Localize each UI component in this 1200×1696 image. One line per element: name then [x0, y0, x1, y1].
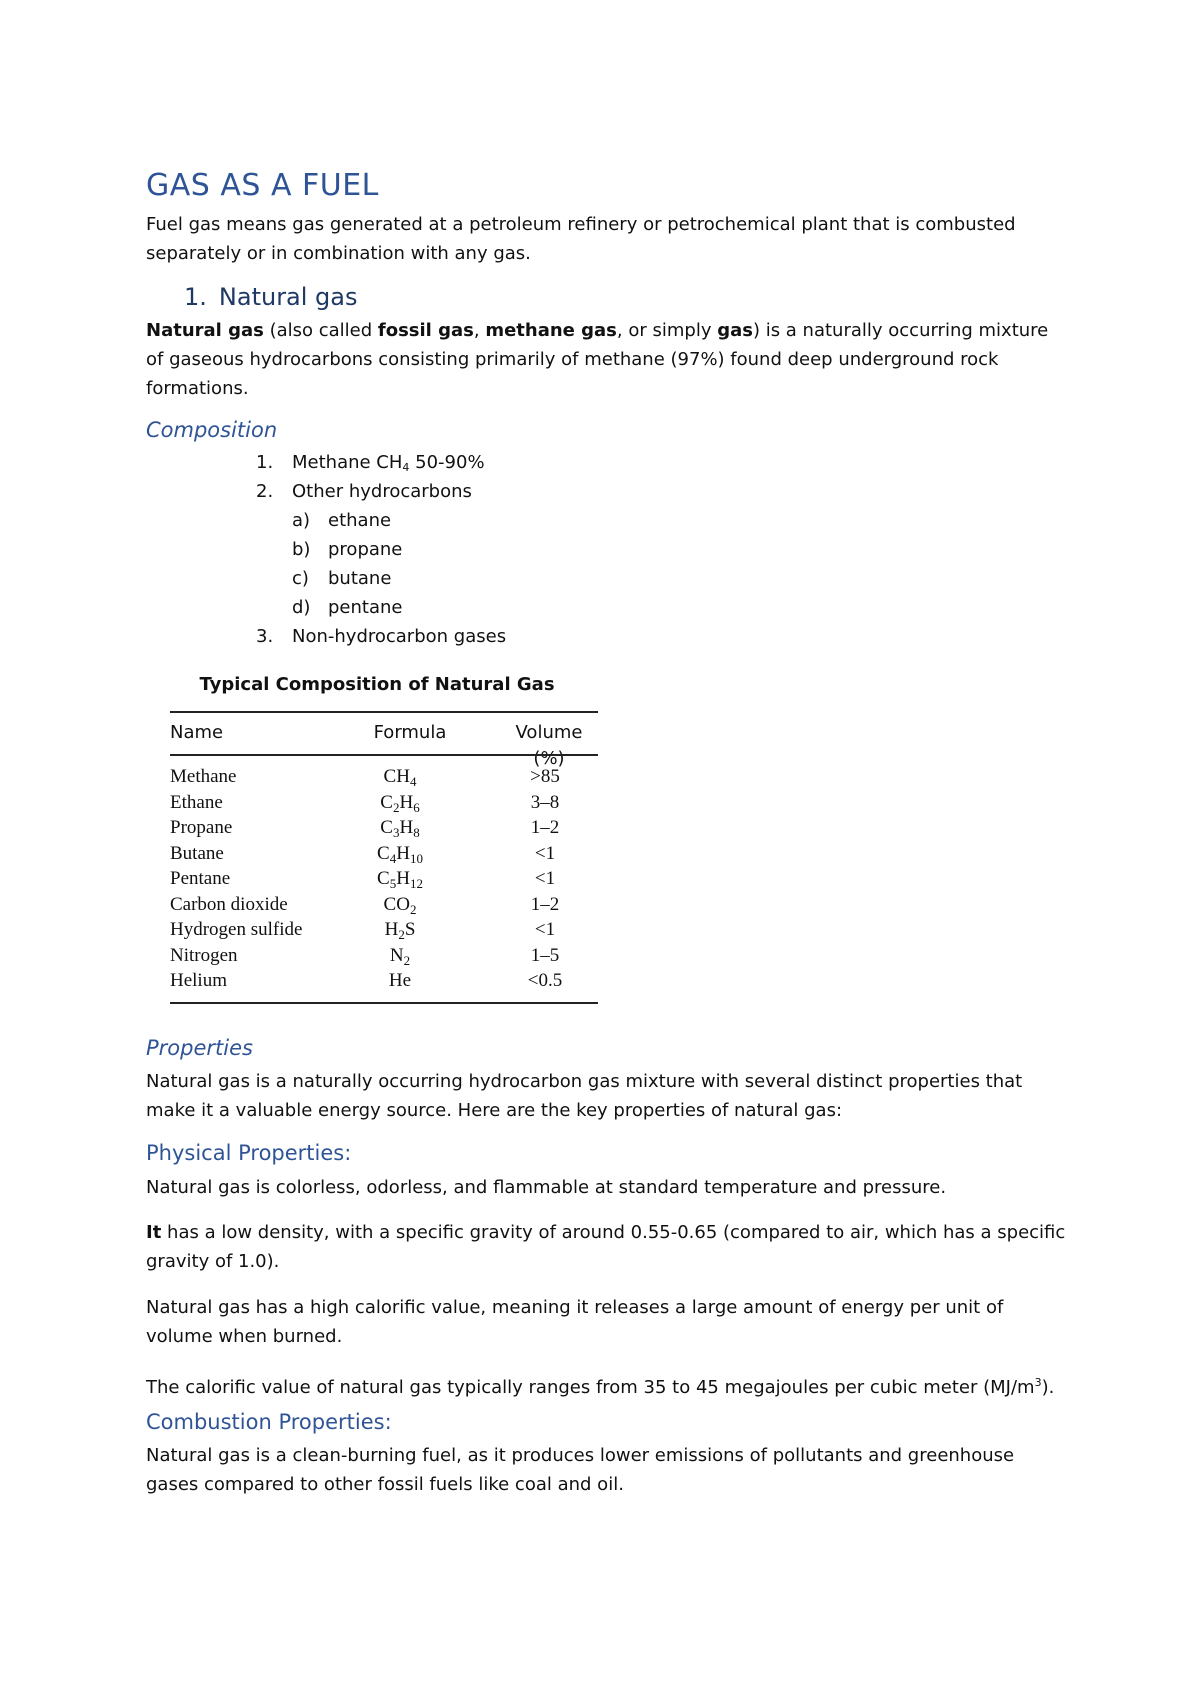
- table-header-rule: [170, 754, 598, 756]
- list-text: Methane CH: [292, 452, 403, 473]
- formula-subscript: 5: [389, 876, 397, 891]
- table-row: [170, 892, 598, 918]
- bold-term-natural-gas: Natural gas: [146, 320, 264, 341]
- list-text: 50-90%: [409, 452, 485, 473]
- list-number: 2.: [256, 481, 274, 502]
- text-run: The calorific value of natural gas typically ranges from 35 to 45 megajoules per cubic meter (MJ/m: [146, 1377, 1035, 1398]
- cell-name: Butane: [170, 842, 224, 864]
- list-letter: c): [292, 568, 309, 589]
- physical-paragraph-2: [146, 1218, 1066, 1276]
- formula-subscript: 8: [413, 825, 420, 840]
- cell-name: Propane: [170, 817, 233, 838]
- formula-text: C: [380, 817, 393, 838]
- list-letter: a): [292, 510, 311, 531]
- formula-text: C: [377, 842, 390, 864]
- formula-text: CO: [383, 893, 410, 915]
- section-title: Natural gas: [218, 283, 358, 311]
- formula-text: H: [396, 842, 410, 864]
- properties-heading: Properties: [146, 1036, 253, 1060]
- cell-volume: >85: [530, 766, 560, 787]
- text-run: ) is a naturally occurring mixture of gaseous hydrocarbons consisting primarily of methane (97%) found deep underground rock formations.: [146, 320, 1049, 399]
- properties-paragraph: Natural gas is a naturally occurring hydrocarbon gas mixture with several distinct properties that make it a valuable energy source. Here are the key properties of natural gas:: [146, 1071, 1023, 1121]
- formula-text: H: [396, 868, 410, 889]
- table-top-rule: [170, 711, 598, 713]
- table-row: [170, 841, 598, 867]
- bold-run: It: [146, 1222, 162, 1243]
- formula-subscript: 2: [398, 927, 405, 942]
- header-name: Name: [170, 722, 224, 743]
- subscript: 4: [402, 461, 410, 474]
- composition-heading: Composition: [146, 418, 278, 442]
- combustion-properties-heading: Combustion Properties:: [146, 1410, 392, 1434]
- cell-volume: <0.5: [527, 970, 563, 991]
- section-heading-natural-gas: [184, 283, 358, 311]
- formula-subscript: 10: [409, 850, 423, 866]
- section-number: 1.: [184, 283, 207, 311]
- physical-paragraph-1: Natural gas is colorless, odorless, and flammable at standard temperature and pressure.: [146, 1177, 947, 1198]
- formula-text: C: [377, 868, 390, 889]
- physical-paragraph-4: [146, 1368, 1066, 1402]
- list-letter: b): [292, 539, 311, 560]
- formula-subscript: 12: [409, 876, 423, 891]
- formula-text: H: [399, 817, 414, 838]
- table-title: Typical Composition of Natural Gas: [199, 674, 555, 695]
- formula-subscript: 2: [403, 952, 411, 968]
- intro-paragraph: Fuel gas means gas generated at a petroleum refinery or petrochemical plant that is combusted separately or in combination with any gas.: [146, 214, 1016, 264]
- header-formula: Formula: [373, 722, 447, 743]
- sub-list-item: [292, 564, 391, 593]
- list-number: 1.: [256, 452, 274, 473]
- list-text: butane: [328, 568, 392, 589]
- combustion-paragraph: Natural gas is a clean-burning fuel, as it produces lower emissions of pollutants and greenhouse gases compared to other fossil fuels like coal and oil.: [146, 1445, 1015, 1495]
- cell-volume: <1: [534, 868, 556, 889]
- cell-volume: 1–2: [530, 817, 560, 838]
- cell-name: Helium: [170, 970, 227, 991]
- formula-subscript: 2: [392, 799, 400, 815]
- cell-volume: 1–5: [530, 944, 560, 966]
- formula-text: H: [384, 919, 399, 940]
- list-item: [256, 622, 506, 651]
- cell-volume: <1: [534, 842, 556, 864]
- cell-volume: <1: [534, 919, 556, 940]
- list-number: 3.: [256, 626, 274, 647]
- cell-name: Methane: [170, 766, 237, 787]
- cell-volume: 1–2: [530, 893, 560, 915]
- formula-subscript: 4: [409, 774, 417, 789]
- formula-subscript: 6: [413, 799, 420, 815]
- table-row: [170, 815, 598, 841]
- table-row: [170, 917, 598, 943]
- cell-name: Pentane: [170, 868, 231, 889]
- text-run: , or simply: [616, 320, 718, 341]
- natural-gas-paragraph: [146, 316, 1066, 403]
- composition-table: [170, 672, 598, 991]
- bold-term-gas: gas: [717, 320, 753, 341]
- cell-volume: 3–8: [530, 791, 560, 813]
- superscript: 3: [1034, 1376, 1042, 1389]
- cell-name: Nitrogen: [170, 944, 238, 966]
- list-letter: d): [292, 597, 311, 618]
- list-text: Other hydrocarbons: [292, 481, 472, 502]
- sub-list-item: [292, 535, 402, 564]
- text-run: has a low density, with a specific gravity of around 0.55-0.65 (compared to air, which has a specific gravity of 1.0).: [146, 1222, 1066, 1272]
- formula-text: He: [388, 970, 412, 991]
- cell-name: Ethane: [170, 791, 223, 813]
- formula-text: H: [399, 791, 414, 813]
- formula-subscript: 4: [389, 850, 397, 866]
- list-text: pentane: [328, 597, 403, 618]
- formula-subscript: 3: [392, 825, 400, 840]
- table-row: [170, 943, 598, 969]
- sub-list-item: [292, 506, 391, 535]
- physical-paragraph-3: Natural gas has a high calorific value, meaning it releases a large amount of energy per unit of volume when burned.: [146, 1297, 1004, 1347]
- text-run: ,: [473, 320, 486, 341]
- cell-formula: [360, 968, 440, 999]
- formula-subscript: 2: [409, 901, 417, 917]
- table-row: [170, 764, 598, 790]
- sub-list-item: [292, 593, 402, 622]
- formula-text: CH: [383, 766, 410, 787]
- table-row: [170, 968, 598, 994]
- text-run: (also called: [263, 320, 378, 341]
- cell-name: Carbon dioxide: [170, 893, 288, 915]
- formula-text: C: [380, 791, 393, 813]
- table-row: [170, 790, 598, 816]
- header-volume: Volume (%): [515, 722, 583, 769]
- list-text: ethane: [328, 510, 392, 531]
- page-title: GAS AS A FUEL: [146, 168, 379, 203]
- table-bottom-rule: [170, 1002, 598, 1004]
- bold-term-fossil-gas: fossil gas: [377, 320, 474, 341]
- cell-name: Hydrogen sulfide: [170, 919, 303, 940]
- formula-text: N: [389, 944, 404, 966]
- physical-properties-heading: Physical Properties:: [146, 1141, 352, 1165]
- bold-term-methane-gas: methane gas: [485, 320, 617, 341]
- table-row: [170, 866, 598, 892]
- formula-text: S: [404, 919, 416, 940]
- list-text: propane: [328, 539, 403, 560]
- list-text: Non-hydrocarbon gases: [292, 626, 507, 647]
- text-run: ).: [1041, 1377, 1055, 1398]
- list-item: [256, 477, 472, 506]
